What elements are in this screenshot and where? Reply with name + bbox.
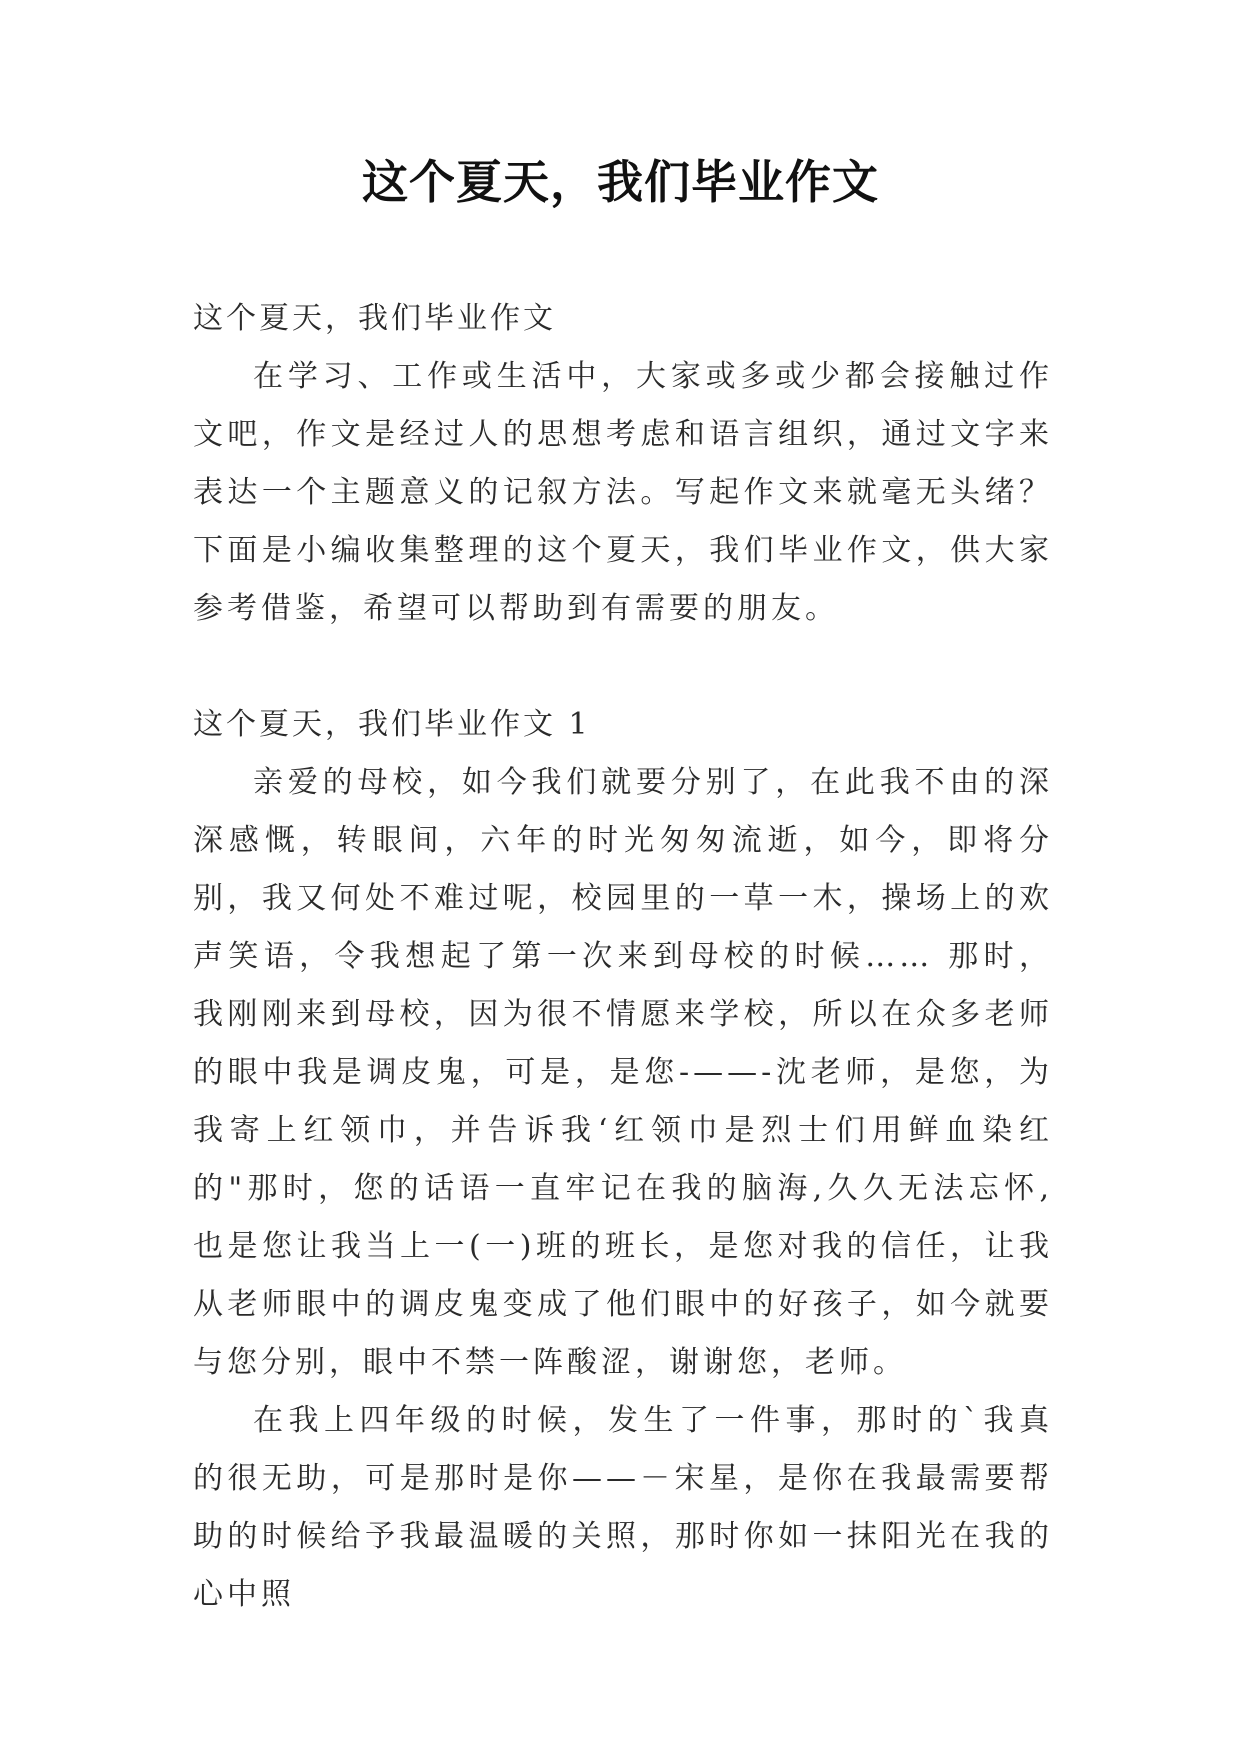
document-title: 这个夏天，我们毕业作文 — [362, 155, 879, 209]
intro-heading: 这个夏天，我们毕业作文 — [193, 301, 556, 336]
section1-heading: 这个夏天，我们毕业作文 1 — [193, 707, 591, 742]
intro-paragraph: 在学习、工作或生活中，大家或多或少都会接触过作文吧，作文是经过人的思想考虑和语言组织，通过文字来表达一个主题意义的记叙方法。写起作文来就毫无头绪？下面是小编收集整理的这个夏天，我们毕业作文，供大家参考借鉴，希望可以帮助到有需要的朋友。 — [193, 359, 1053, 626]
section-spacer — [193, 638, 1053, 696]
section1-paragraph-2: 在我上四年级的时候，发生了一件事，那时的`我真的很无助，可是那时是你——－宋星，是你在我最需要帮助的时候给予我最温暖的关照，那时你如一抹阳光在我的心中照 — [193, 1403, 1053, 1612]
document-body — [193, 290, 1053, 1624]
section1-paragraph-1: 亲爱的母校，如今我们就要分别了，在此我不由的深深感慨，转眼间，六年的时光匆匆流逝，如今，即将分别，我又何处不难过呢，校园里的一草一木，操场上的欢声笑语，令我想起了第一次来到母校的时候…… 那时，我刚刚来到母校，因为很不情愿来学校，所以在众多老师的眼中我是调皮鬼，可是，是您-——-沈老师，是您，为我寄上红领巾，并告诉我‘红领巾是烈士们用鲜血染红的"那时，您的话语一直牢记在我的脑海,久久无法忘怀,也是您让我当上一(一)班的班长，是您对我的信任，让我从老师眼中的调皮鬼变成了他们眼中的好孩子，如今就要与您分别，眼中不禁一阵酸涩，谢谢您，老师。 — [193, 765, 1053, 1380]
